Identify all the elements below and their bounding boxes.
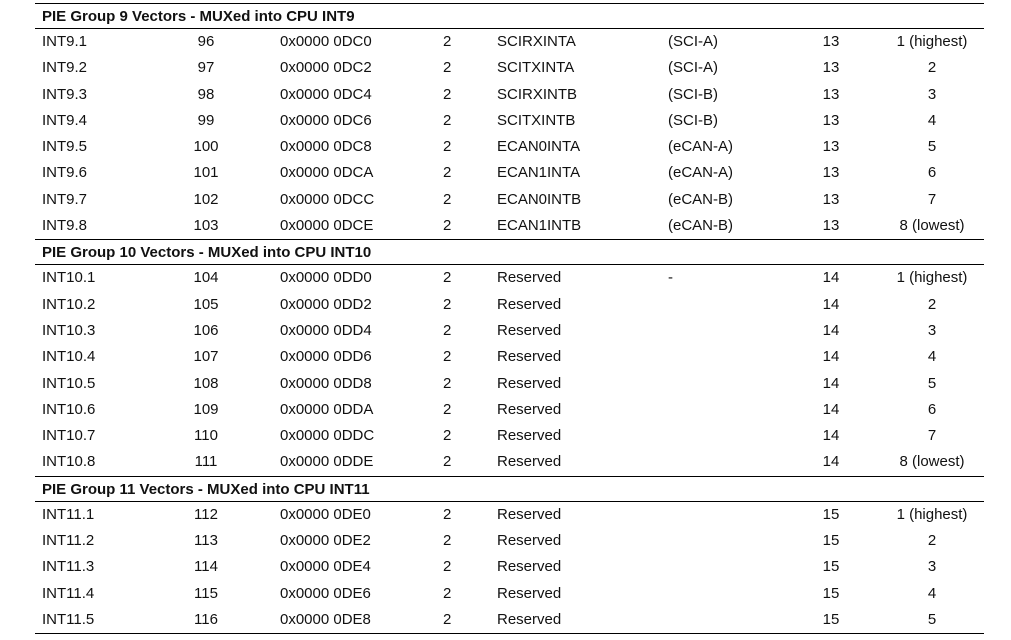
address-cell: 0x0000 0DDC [280,427,375,445]
table-row [35,581,984,607]
vector-id-cell: 104 [193,269,219,287]
size-cell: 2 [443,85,452,103]
table-row [35,449,984,475]
pie-priority-cell: 1 (highest) [896,269,968,287]
address-cell: 0x0000 0DE0 [280,505,371,523]
table-row [35,160,984,186]
cpu-priority-cell: 15 [822,558,840,576]
address-cell: 0x0000 0DD6 [280,348,372,366]
size-cell: 2 [443,427,452,445]
pie-group-11 [35,477,984,634]
vector-cell: INT10.3 [42,321,96,339]
pie-priority-cell: 2 [927,532,937,550]
vector-id-cell: 108 [193,374,219,392]
cpu-priority-cell: 13 [822,111,840,129]
table-row [35,502,984,528]
pie-priority-cell: 8 (lowest) [899,453,965,471]
vector-id-cell: 111 [194,453,218,471]
vector-cell: INT11.5 [42,610,95,628]
vector-id-cell: 109 [193,400,219,418]
vector-id-cell: 96 [197,33,215,50]
vector-id-cell: 101 [193,164,219,182]
vector-id-cell: 106 [193,321,219,339]
size-cell: 2 [443,321,452,339]
vector-id-cell: 114 [194,558,218,576]
vector-cell: INT9.7 [42,190,88,208]
pie-priority-cell: 6 [927,400,937,418]
vector-cell: INT11.1 [42,505,95,523]
pie-priority-cell: 3 [927,558,937,576]
interrupt-name-cell: SCIRXINTB [497,85,578,103]
table-row [35,528,984,554]
size-cell: 2 [443,269,452,287]
table-row [35,29,984,55]
address-cell: 0x0000 0DD8 [280,374,372,392]
vector-cell: INT11.4 [42,584,95,602]
description-cell: (eCAN-B) [668,190,734,208]
vector-cell: INT10.5 [42,374,96,392]
vector-cell: INT10.6 [42,400,96,418]
address-cell: 0x0000 0DCA [280,164,374,182]
vector-cell: INT9.5 [42,138,88,156]
address-cell: 0x0000 0DE2 [280,532,371,550]
address-cell: 0x0000 0DDE [280,453,374,471]
table-row [35,344,984,370]
description-cell: (eCAN-A) [668,164,734,182]
table-row [35,213,984,239]
size-cell: 2 [443,348,452,366]
size-cell: 2 [443,217,452,235]
description-cell: (SCI-A) [668,59,718,77]
pie-priority-cell: 1 (highest) [896,505,968,523]
cpu-priority-cell: 14 [822,295,840,313]
vector-id-cell: 115 [194,584,218,602]
cpu-priority-cell: 14 [822,321,840,339]
interrupt-name-cell: Reserved [497,374,562,392]
description-cell: (SCI-A) [668,33,718,50]
vector-id-cell: 98 [197,85,215,103]
table-row [35,423,984,449]
pie-priority-cell: 5 [927,374,937,392]
pie-priority-cell: 2 [927,59,937,77]
cpu-priority-cell: 15 [822,610,840,628]
interrupt-name-cell: Reserved [497,453,562,471]
address-cell: 0x0000 0DC2 [280,59,372,77]
pie-group-10 [35,240,984,476]
description-cell: (SCI-B) [668,111,718,129]
vector-cell: INT10.8 [42,453,96,471]
size-cell: 2 [443,558,452,576]
interrupt-name-cell: Reserved [497,532,562,550]
pie-priority-cell: 3 [927,85,937,103]
group-header: PIE Group 10 Vectors - MUXed into CPU INT10 [35,240,984,265]
size-cell: 2 [443,164,452,182]
cpu-priority-cell: 13 [822,164,840,182]
address-cell: 0x0000 0DC0 [280,33,372,50]
pie-priority-cell: 4 [927,111,937,129]
interrupt-name-cell: Reserved [497,295,562,313]
pie-priority-cell: 3 [927,321,937,339]
table-row [35,371,984,397]
size-cell: 2 [443,295,452,313]
address-cell: 0x0000 0DD0 [280,269,372,287]
description-cell: (eCAN-A) [668,138,734,156]
pie-priority-cell: 5 [927,610,937,628]
pie-priority-cell: 7 [927,190,937,208]
vector-cell: INT9.4 [42,111,88,129]
interrupt-name-cell: Reserved [497,321,562,339]
vector-cell: INT9.2 [42,59,88,77]
table-row [35,134,984,160]
vector-cell: INT10.4 [42,348,96,366]
interrupt-name-cell: ECAN0INTA [497,138,581,156]
cpu-priority-cell: 14 [822,374,840,392]
group-rows [35,502,984,634]
vector-id-cell: 110 [194,427,218,445]
cpu-priority-cell: 13 [822,85,840,103]
pie-group-9 [35,4,984,240]
vector-cell: INT10.1 [42,269,96,287]
address-cell: 0x0000 0DC6 [280,111,372,129]
cpu-priority-cell: 14 [822,269,840,287]
interrupt-name-cell: ECAN0INTB [497,190,582,208]
vector-cell: INT9.8 [42,217,88,235]
table-row [35,607,984,633]
cpu-priority-cell: 15 [822,584,840,602]
interrupt-name-cell: SCIRXINTA [497,33,576,50]
interrupt-name-cell: Reserved [497,610,562,628]
table-row [35,108,984,134]
table-row [35,397,984,423]
size-cell: 2 [443,400,452,418]
pie-priority-cell: 5 [927,138,937,156]
size-cell: 2 [443,111,452,129]
interrupt-name-cell: Reserved [497,584,562,602]
table-row [35,265,984,291]
pie-priority-cell: 7 [927,427,937,445]
cpu-priority-cell: 14 [822,453,840,471]
vector-cell: INT9.3 [42,85,88,103]
vector-id-cell: 107 [193,348,219,366]
cpu-priority-cell: 13 [822,217,840,235]
interrupt-name-cell: ECAN1INTB [497,217,582,235]
pie-priority-cell: 8 (lowest) [899,217,965,235]
pie-priority-cell: 2 [927,295,937,313]
interrupt-name-cell: Reserved [497,427,562,445]
interrupt-name-cell: Reserved [497,558,562,576]
group-rows [35,265,984,476]
vector-id-cell: 103 [193,217,219,235]
vector-id-cell: 97 [197,59,215,77]
table-row [35,318,984,344]
group-header: PIE Group 11 Vectors - MUXed into CPU INT11 [35,477,984,502]
size-cell: 2 [443,505,452,523]
description-cell: - [668,269,673,287]
interrupt-name-cell: Reserved [497,400,562,418]
vector-id-cell: 99 [197,111,215,129]
size-cell: 2 [443,453,452,471]
vector-id-cell: 100 [193,138,219,156]
vector-cell: INT9.1 [42,33,88,50]
cpu-priority-cell: 13 [822,190,840,208]
size-cell: 2 [443,33,452,50]
vector-id-cell: 116 [194,610,218,628]
cpu-priority-cell: 15 [822,505,840,523]
pie-priority-cell: 1 (highest) [896,33,968,50]
address-cell: 0x0000 0DDA [280,400,374,418]
cpu-priority-cell: 14 [822,427,840,445]
pie-priority-cell: 6 [927,164,937,182]
size-cell: 2 [443,610,452,628]
address-cell: 0x0000 0DD2 [280,295,372,313]
interrupt-name-cell: SCITXINTA [497,59,575,77]
table-row [35,187,984,213]
size-cell: 2 [443,59,452,77]
group-header: PIE Group 9 Vectors - MUXed into CPU INT9 [35,4,984,29]
description-cell: (eCAN-B) [668,217,734,235]
group-rows [35,29,984,240]
cpu-priority-cell: 14 [822,400,840,418]
size-cell: 2 [443,138,452,156]
pie-vector-table [35,3,984,634]
table-row [35,55,984,81]
table-row [35,292,984,318]
interrupt-name-cell: Reserved [497,269,562,287]
address-cell: 0x0000 0DCE [280,217,374,235]
vector-cell: INT10.2 [42,295,96,313]
vector-id-cell: 112 [194,505,218,523]
table-row [35,554,984,580]
vector-cell: INT9.6 [42,164,88,182]
interrupt-name-cell: Reserved [497,348,562,366]
cpu-priority-cell: 14 [822,348,840,366]
size-cell: 2 [443,374,452,392]
vector-cell: INT11.3 [42,558,95,576]
vector-cell: INT10.7 [42,427,96,445]
address-cell: 0x0000 0DCC [280,190,375,208]
size-cell: 2 [443,532,452,550]
address-cell: 0x0000 0DC8 [280,138,372,156]
interrupt-name-cell: Reserved [497,505,562,523]
vector-id-cell: 105 [193,295,219,313]
vector-id-cell: 102 [193,190,219,208]
size-cell: 2 [443,190,452,208]
vector-cell: INT11.2 [42,532,95,550]
interrupt-name-cell: SCITXINTB [497,111,576,129]
vector-id-cell: 113 [194,532,218,550]
pie-priority-cell: 4 [927,584,937,602]
interrupt-name-cell: ECAN1INTA [497,164,581,182]
size-cell: 2 [443,584,452,602]
table-row [35,82,984,108]
cpu-priority-cell: 13 [822,33,840,50]
cpu-priority-cell: 13 [822,138,840,156]
address-cell: 0x0000 0DD4 [280,321,372,339]
address-cell: 0x0000 0DE6 [280,584,371,602]
address-cell: 0x0000 0DE4 [280,558,371,576]
address-cell: 0x0000 0DE8 [280,610,371,628]
cpu-priority-cell: 15 [822,532,840,550]
cpu-priority-cell: 13 [822,59,840,77]
address-cell: 0x0000 0DC4 [280,85,372,103]
pie-priority-cell: 4 [927,348,937,366]
description-cell: (SCI-B) [668,85,718,103]
